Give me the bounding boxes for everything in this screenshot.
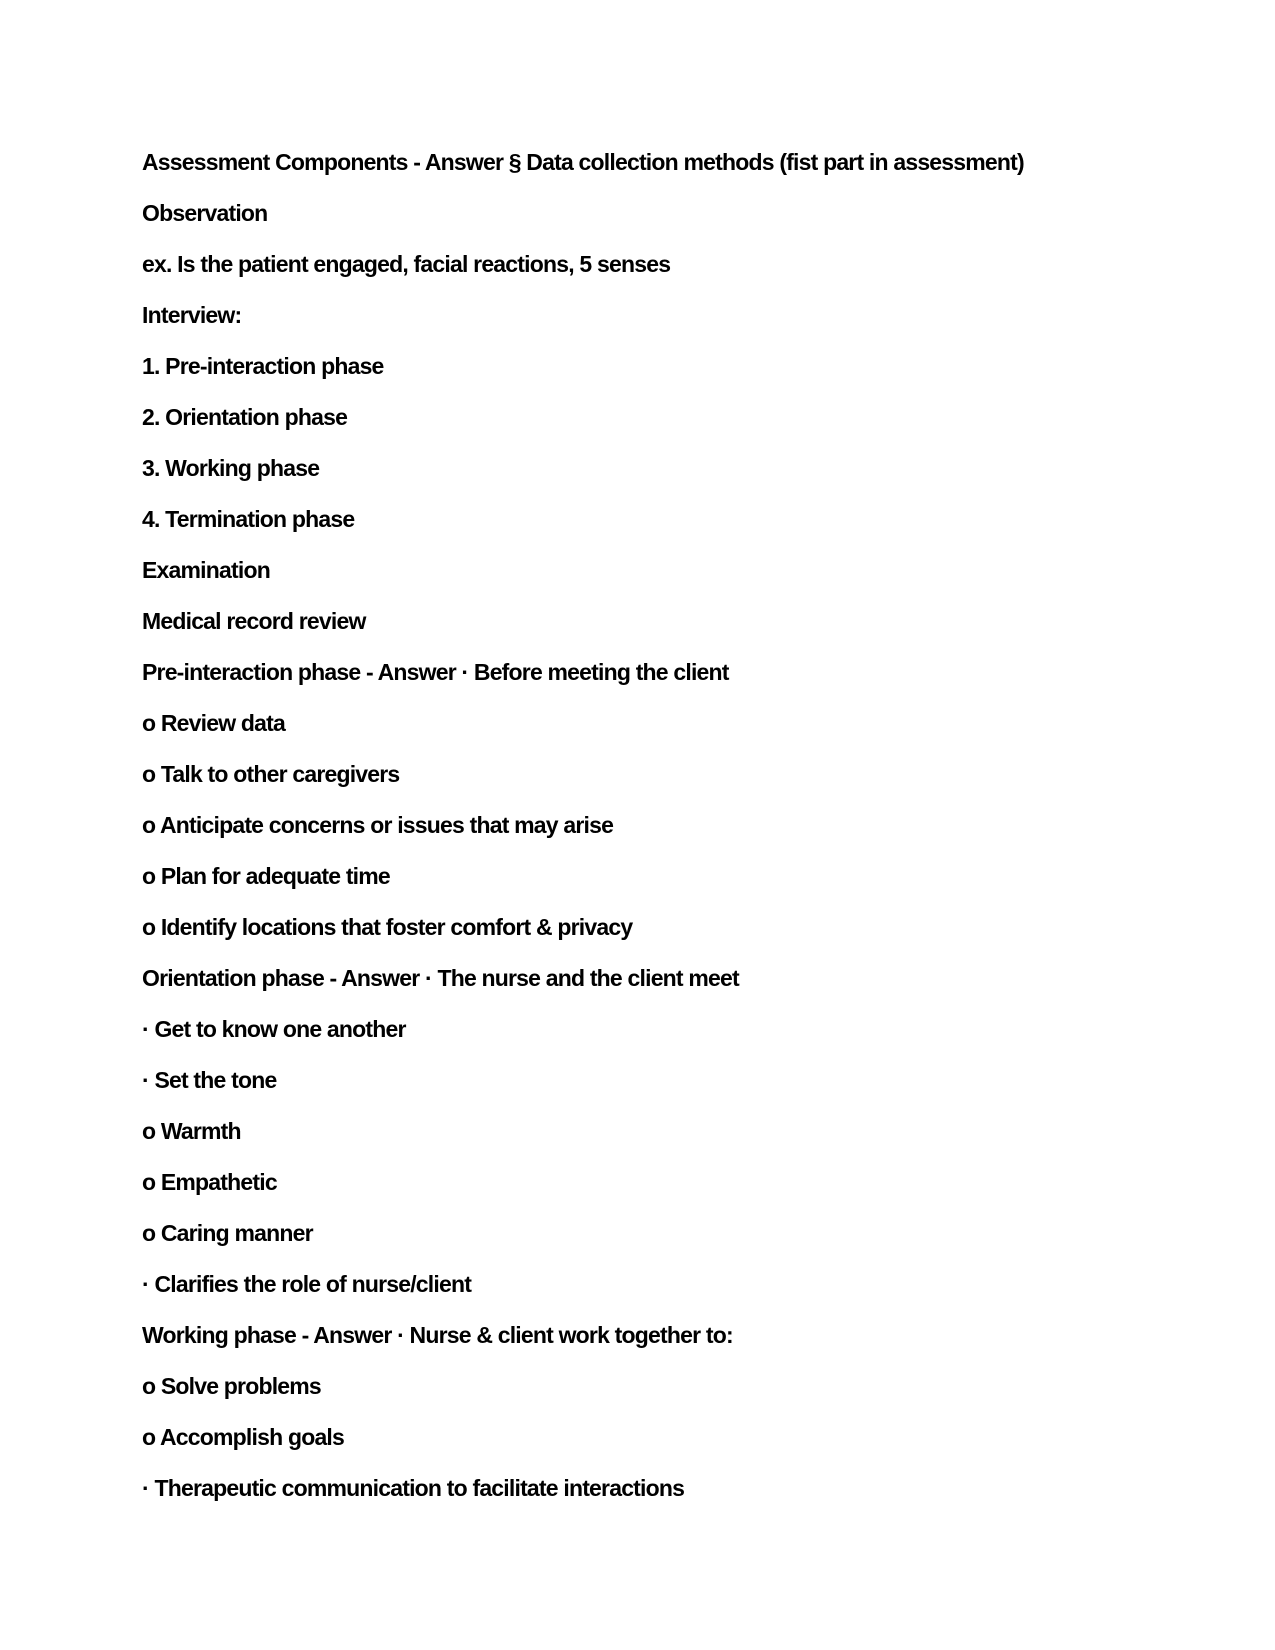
- text-line: o Anticipate concerns or issues that may arise: [142, 812, 614, 838]
- text-line: o Review data: [142, 710, 285, 736]
- text-line: 3. Working phase: [142, 455, 320, 481]
- text-line: o Identify locations that foster comfort & privacy: [142, 914, 633, 940]
- text-line: Interview:: [142, 302, 242, 328]
- text-line: Pre-interaction phase - Answer · Before meeting the client: [142, 659, 729, 685]
- text-line: o Warmth: [142, 1118, 241, 1144]
- text-line: o Talk to other caregivers: [142, 761, 400, 787]
- text-line: o Accomplish goals: [142, 1424, 345, 1450]
- text-line: 1. Pre-interaction phase: [142, 353, 384, 379]
- text-line: Orientation phase - Answer · The nurse and the client meet: [142, 965, 739, 991]
- text-line: o Solve problems: [142, 1373, 321, 1399]
- text-line: ex. Is the patient engaged, facial reactions, 5 senses: [142, 251, 671, 277]
- text-line: Working phase - Answer · Nurse & client work together to:: [142, 1322, 733, 1348]
- text-line: · Therapeutic communication to facilitate interactions: [142, 1475, 685, 1501]
- text-line: o Plan for adequate time: [142, 863, 390, 889]
- text-line: · Set the tone: [142, 1067, 277, 1093]
- text-line: · Clarifies the role of nurse/client: [142, 1271, 472, 1297]
- text-line: o Empathetic: [142, 1169, 277, 1195]
- text-line: Medical record review: [142, 608, 366, 634]
- text-line: 4. Termination phase: [142, 506, 355, 532]
- text-line: 2. Orientation phase: [142, 404, 348, 430]
- text-line: Assessment Components - Answer § Data collection methods (fist part in assessment): [142, 149, 1024, 175]
- text-line: · Get to know one another: [142, 1016, 406, 1042]
- text-line: o Caring manner: [142, 1220, 313, 1246]
- text-line: Examination: [142, 557, 270, 583]
- text-line: Observation: [142, 200, 268, 226]
